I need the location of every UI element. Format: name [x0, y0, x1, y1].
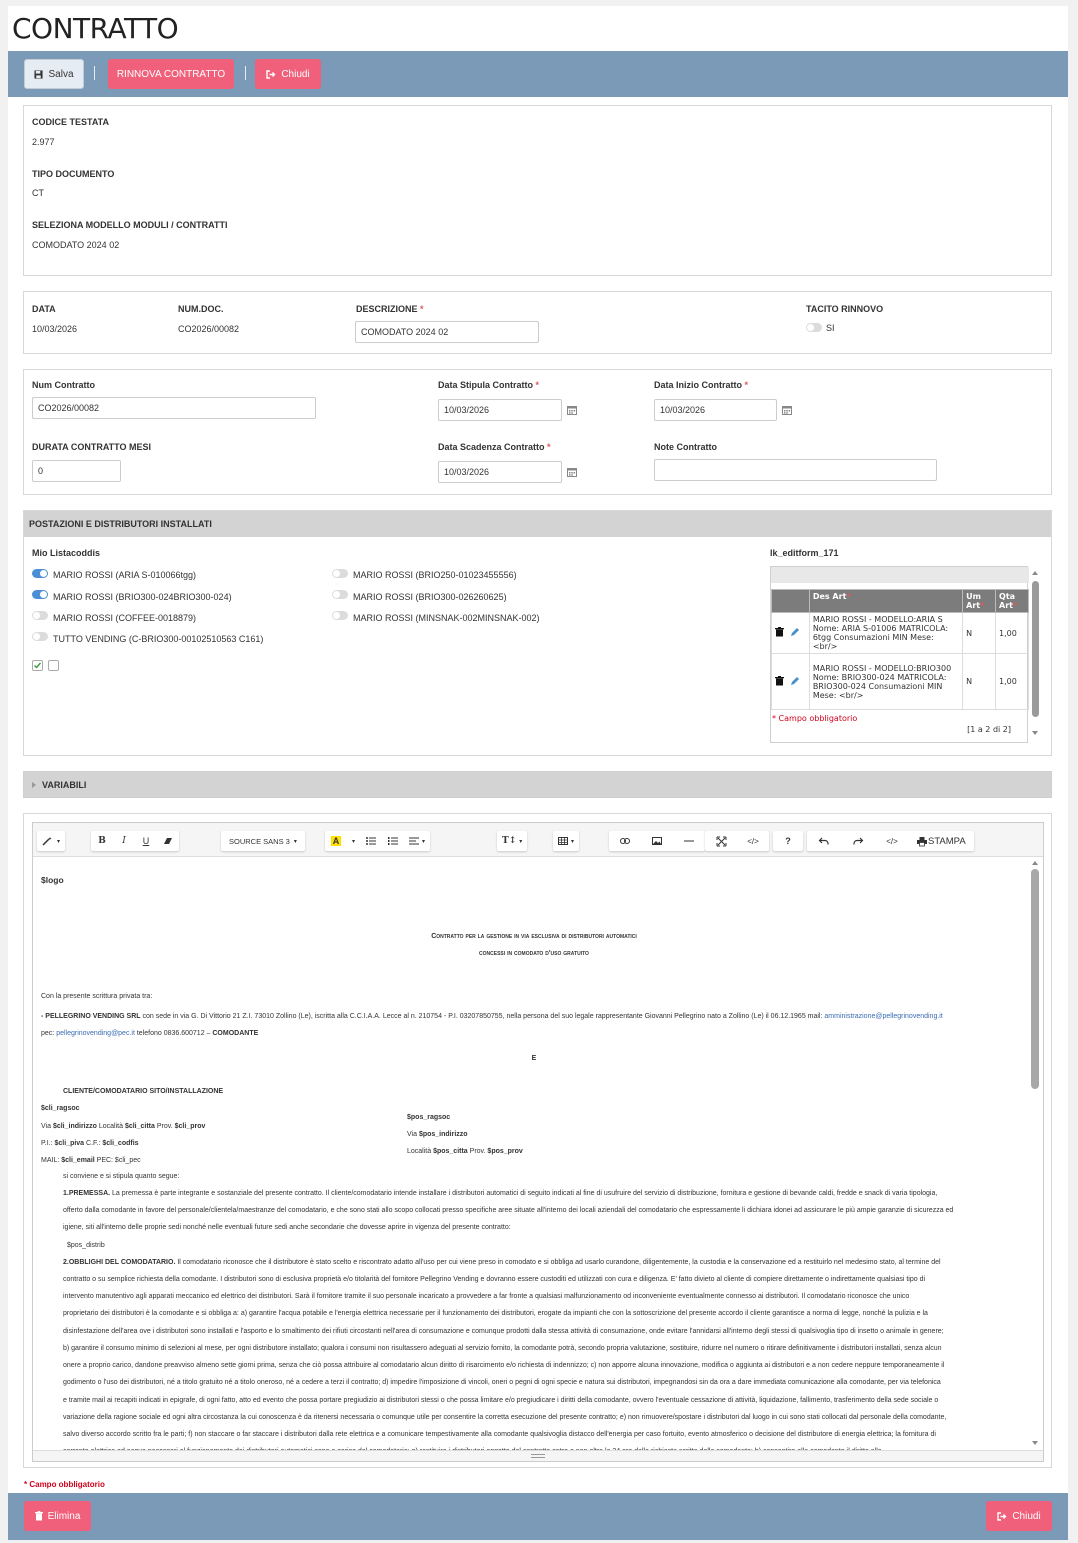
- scroll-thumb[interactable]: [1032, 581, 1039, 717]
- grid-caption-bar: [771, 567, 1029, 583]
- obblighi-line-4: proprietario dei distributori è la comodante e si obbliga a: a) garantire l'acqua potabile e l'energia elettrica necessarie per il funzionamento dei distributori, erogate da impianti che con la sottoscrizione del presente accordo il cliente garantisce a norma di legge, nonché la pulizia e la: [63, 1310, 928, 1317]
- calendar-icon[interactable]: [567, 467, 577, 477]
- distributor-label: MARIO ROSSI (MINSNAK-002MINSNAK-002): [353, 613, 540, 623]
- renew-label: RINNOVA CONTRATTO: [116, 68, 226, 80]
- dropdown-caret-icon: ▾: [519, 837, 523, 845]
- row-des: MARIO ROSSI - MODELLO:ARIA S Nome: ARIA S-01006 MATRICOLA: 6tgg Consumazioni MIN Mese: <br/>: [809, 613, 962, 654]
- obblighi-line-3: intervento manutentivo agli apparati meccanico ed elettrico dei distributori. Sarà il fornitore tramite il suo personale incaricato a provvedere a far fronte a qualsiasi malfunzionamento od inconveniente eventualmente connesso ai distributori. Il comodatario riconosce che unico: [63, 1293, 910, 1300]
- font-size-dropdown[interactable]: [497, 831, 527, 851]
- data-scadenza-label-text: Data Scadenza Contratto: [438, 442, 545, 452]
- grid-scrollbar[interactable]: [1031, 569, 1040, 739]
- editor-toolbar: [33, 823, 1043, 857]
- postazioni-header: POSTAZIONI E DISTRIBUTORI INSTALLATI: [24, 511, 1051, 537]
- required-mark: *: [420, 304, 424, 314]
- row-des: MARIO ROSSI - MODELLO:BRIO300 Nome: BRIO300-024 MATRICOLA: BRIO300-024 Consumazioni MIN Mese: <br/>: [809, 654, 962, 710]
- pos-citta: $pos_citta: [433, 1148, 468, 1155]
- intro-text: Con la presente scrittura privata tra:: [41, 993, 153, 1000]
- party1-role: COMODANTE: [212, 1030, 259, 1037]
- dropdown-caret-icon: ▾: [352, 838, 356, 845]
- question-icon: ?: [785, 836, 791, 846]
- list-ol-icon: [388, 837, 398, 845]
- data-inizio-input[interactable]: 10/03/2026: [654, 399, 777, 421]
- num-contratto-input[interactable]: CO2026/00082: [32, 397, 316, 419]
- editor-scrollbar[interactable]: [1029, 859, 1041, 1449]
- html-button[interactable]: [875, 831, 909, 851]
- row-actions: [772, 613, 810, 654]
- code-icon: </>: [747, 836, 759, 846]
- obblighi-line-11: salvo diverso accordo scritto fra le parti; f) non staccare o far staccare i distributori dalla rete elettrica e a comunicare tempestivamente alla comodante qualsivoglia distacco dell'energia per caso fortuito, evento atmosferico o decisione del distributore di energia elettrica; la fornitura di: [63, 1431, 936, 1438]
- document-panel: [23, 291, 1052, 354]
- image-icon: [652, 837, 662, 845]
- row-qta: 1,00: [996, 613, 1029, 654]
- premessa-title: 1.PREMESSA.: [63, 1190, 111, 1197]
- editor-panel: [23, 813, 1052, 1468]
- tacito-rinnovo-option: SI: [826, 323, 835, 333]
- editor-resize-handle[interactable]: [33, 1450, 1043, 1461]
- select-all-checkbox[interactable]: [32, 660, 43, 671]
- row-qta: 1,00: [996, 654, 1029, 710]
- save-label: Salva: [48, 68, 74, 80]
- toolbar-group-format: [91, 831, 179, 851]
- grip-icon: [531, 1454, 545, 1455]
- page-title: CONTRATTO: [12, 12, 179, 45]
- italic-icon: I: [122, 836, 126, 846]
- dropdown-caret-icon: ▾: [422, 838, 426, 845]
- link-icon: [620, 838, 630, 844]
- obblighi-title: 2.OBBLIGHI DEL COMODATARIO.: [63, 1259, 176, 1266]
- dropdown-caret-icon: ▾: [57, 838, 61, 845]
- premessa-line-3: igiene, siti all'interno delle proprie sedi nonché nelle eventuali future sedi anche secondarie che dovesse aprire in vigenza del presente contratto:: [63, 1224, 511, 1231]
- note-label: Note Contratto: [654, 442, 717, 452]
- party1-mail[interactable]: amministrazione@pellegrinovending.it: [824, 1013, 943, 1020]
- row-um: N: [963, 654, 996, 710]
- toolbar-group-color-lists: [325, 831, 430, 851]
- scroll-up-icon[interactable]: [1032, 861, 1038, 865]
- list-ul-icon: [366, 837, 376, 845]
- required-mark: *: [846, 592, 851, 601]
- sign-out-icon: [266, 70, 276, 79]
- required-mark: *: [980, 601, 985, 610]
- postazioni-panel: [23, 510, 1052, 756]
- pos-ragsoc: $pos_ragsoc: [407, 1114, 451, 1121]
- logo-placeholder: $logo: [41, 875, 64, 885]
- rich-text-editor: [32, 822, 1044, 1462]
- pos-address-line: [407, 1126, 468, 1144]
- toolbar-group-insert: [609, 831, 705, 851]
- data-value: 10/03/2026: [32, 324, 78, 334]
- table-row[interactable]: [772, 654, 1029, 710]
- dropdown-caret-icon: ▾: [293, 838, 297, 845]
- cli-ragsoc: $cli_ragsoc: [41, 1105, 80, 1112]
- cli-via: Via: [41, 1123, 53, 1130]
- distributor-label: MARIO ROSSI (BRIO250-01023455556): [353, 570, 517, 580]
- underline-icon: U: [142, 836, 150, 846]
- scroll-thumb[interactable]: [1031, 869, 1039, 1089]
- obblighi-line-1: [63, 1254, 941, 1272]
- note-input[interactable]: [654, 459, 937, 481]
- expand-icon: [717, 837, 726, 846]
- toolbar-group-history: [807, 831, 974, 851]
- obblighi-text-1: Il comodatario riconosce che il distributore è stato scelto e riscontrato adatto all'uso per cui viene preso in comodato e si obbliga ad usarlo curandone, diligentemente, la custodia e la conservazione ed a restituirlo nel medesimo stato, al termine del: [175, 1259, 941, 1266]
- tacito-rinnovo-label: TACITO RINNOVO: [806, 304, 884, 314]
- align-icon: [409, 837, 419, 845]
- descrizione-label: [356, 304, 424, 314]
- cli-codfis: $cli_codfis: [102, 1140, 139, 1147]
- grid-header-des[interactable]: [809, 590, 962, 613]
- required-mark: *: [1013, 601, 1018, 610]
- color-dropdown-button[interactable]: [347, 831, 360, 851]
- code-view-button[interactable]: [737, 831, 769, 851]
- party1-name: - PELLEGRINO VENDING SRL: [41, 1013, 141, 1020]
- codice-testata-value: 2.977: [32, 137, 55, 147]
- cli-cf-label: C.F.:: [84, 1140, 103, 1147]
- required-mark: *: [535, 380, 540, 390]
- numdoc-value: CO2026/00082: [178, 324, 240, 334]
- pos-prov-label: Prov.: [467, 1148, 488, 1155]
- pec-label: pec:: [41, 1030, 57, 1037]
- cli-email: $cli_email: [61, 1157, 95, 1164]
- data-scadenza-input[interactable]: 10/03/2026: [438, 461, 562, 483]
- toolbar-group-view: [705, 831, 769, 851]
- obblighi-line-7: onere a proprio carico, dandone preavviso almeno sette giorni prima, senza che ciò possa attribuire al comodatario alcun diritto di risarcimento e/o richiesta di indennizzo; c) non apporre alcuna innovazione, modifica o aggiunta ai distributori e a non cedere neppure temporaneamente il: [63, 1362, 945, 1369]
- cli-indirizzo: $cli_indirizzo: [52, 1123, 97, 1130]
- undo-icon: [819, 837, 829, 845]
- cli-citta: $cli_citta: [124, 1123, 155, 1130]
- numdoc-label: NUM.DOC.: [178, 304, 224, 314]
- cli-prov: $cli_prov: [174, 1123, 206, 1130]
- pencil-icon[interactable]: [790, 676, 800, 686]
- fullscreen-button[interactable]: [705, 831, 737, 851]
- distributor-toggle[interactable]: [32, 611, 48, 620]
- required-mark: *: [547, 442, 551, 452]
- header-panel: [23, 105, 1052, 276]
- link-button[interactable]: [609, 831, 641, 851]
- close-label: Chiudi: [281, 68, 310, 80]
- client-title: CLIENTE/COMODATARIO SITO/INSTALLAZIONE: [63, 1088, 224, 1095]
- grip-icon: [531, 1457, 545, 1458]
- cli-mail-label: MAIL:: [41, 1157, 62, 1164]
- pos-via: Via: [407, 1131, 419, 1138]
- font-family-label: SOURCE SANS 3: [229, 836, 290, 846]
- obblighi-line-6: b) garantire il consumo minimo di selezioni al mese, per ogni distributore installato; qualora i consumi non risultassero adeguati al servizio fornito, la comodante potrà, secondo propria valutazione, sostituire, ridurre nel numero o ritirare definitivamente i distributori installati, senza alcun: [63, 1345, 942, 1352]
- obblighi-line-9: e tramite mail ai recapiti indicati in epigrafe, di ogni fatto, atto ed evento che possa portare pregiudizio ai distributori stessi o che possa limitare e/o pregiudicare i diritti della comodante, ovvero l'eventuale cessazione di attività, liquidazione, fallimento, trasferimento della sede sociale o: [63, 1397, 939, 1404]
- premessa-text-1: La premessa è parte integrante e sostanziale del presente contratto. Il cliente/comodatario intende installare i distributori automatici di seguito indicati al fine di usufruire del servizio di distribuzione, fornitura e gestione di bevande caldi, fredde e snack di varia tipologia,: [110, 1190, 938, 1197]
- agree-text: si conviene e si stipula quanto segue:: [63, 1173, 180, 1180]
- save-button[interactable]: [24, 59, 84, 89]
- grid-header-qta-text: Qta Art: [999, 592, 1016, 610]
- print-icon: [917, 837, 927, 846]
- grid-header-qta[interactable]: [996, 590, 1029, 613]
- code-icon: </>: [886, 836, 898, 846]
- descrizione-input[interactable]: COMODATO 2024 02: [355, 321, 539, 343]
- trash-icon: [35, 1511, 43, 1521]
- grid-required-note: * Campo obbligatorio: [772, 714, 858, 723]
- unordered-list-button[interactable]: [360, 831, 382, 851]
- variabili-title: VARIABILI: [42, 779, 87, 790]
- close-button-bottom[interactable]: [986, 1501, 1052, 1531]
- magic-wand-button[interactable]: [37, 831, 65, 851]
- grid-table: [771, 589, 1029, 710]
- data-inizio-label-text: Data Inizio Contratto: [654, 380, 742, 390]
- obblighi-line-5: disinfestazione dell'area ove i distributori sono installati e l'asporto e lo smaltimento dei rifiuti circostanti nell'area di consumazione e comunque prodotti dalla stessa attività di consumazione, onde evitare l'annidarsi all'interno degli stessi di qualsivoglia tipo di insetto o animale in genere;: [63, 1328, 944, 1335]
- close-button[interactable]: [255, 59, 321, 89]
- ordered-list-button[interactable]: [382, 831, 404, 851]
- variabili-header[interactable]: [23, 771, 1052, 798]
- contract-panel: [23, 369, 1052, 495]
- required-mark: *: [744, 380, 749, 390]
- grid-actions-header: [772, 590, 810, 613]
- highlight-icon: A: [332, 836, 340, 846]
- toolbar-separator: [245, 66, 246, 80]
- premessa-line-2: offerto dalla comodante in favore del personale/clientela/maestranze del comodatario, e che sono stati allo scopo collocati presso specifiche aree situate all'interno dei locali aziendali del comodatario che espressamente li dichiara idonei ad assicurare le più ampie garanzie di sicurezza ed: [63, 1207, 954, 1214]
- pos-prov: $pos_prov: [487, 1148, 523, 1155]
- cli-pi-label: P.I.:: [41, 1140, 55, 1147]
- cli-prov-label: Prov.: [154, 1123, 175, 1130]
- underline-button[interactable]: [135, 831, 157, 851]
- redo-button[interactable]: [841, 831, 875, 851]
- obblighi-line-8: godimento o l'uso dei distributori, né a titolo gratuito né a titolo oneroso, né a cedere a terzi il contratto; d) impedire l'imposizione di vincoli, oneri o pegni di ogni specie e natura sui distributori, impegnandosi sin da ora a dare immediata comunicazione alla comodante, per via telefonica: [63, 1379, 941, 1386]
- trash-icon[interactable]: [775, 676, 784, 686]
- party1-text: con sede in via G. Di Vittorio 21 Z.I. 73010 Zollino (Le), iscritta alla C.C.I.A.A. Lecce al n. 210754 - P.I. 03207850755, nella persona del suo legale rappresentante Giovanni Pellegrino nato a Zollino (Le) il 06.12.1965 mail:: [140, 1013, 825, 1020]
- editform-title: lk_editform_171: [770, 548, 839, 558]
- deselect-all-checkbox[interactable]: [48, 660, 59, 671]
- horizontal-rule-button[interactable]: [673, 831, 705, 851]
- data-inizio-label: [654, 380, 748, 390]
- contract-page: [8, 6, 1068, 1540]
- eraser-icon: [164, 837, 173, 845]
- print-button[interactable]: [909, 831, 974, 851]
- delete-label: Elimina: [47, 1510, 81, 1522]
- premessa-line-1: [63, 1185, 937, 1203]
- distributor-label: MARIO ROSSI (BRIO300-024BRIO300-024): [53, 592, 232, 602]
- distributor-toggle[interactable]: [32, 590, 48, 599]
- data-label: DATA: [32, 304, 56, 314]
- top-toolbar: [8, 51, 1068, 97]
- align-button[interactable]: [404, 831, 430, 851]
- durata-input[interactable]: 0: [32, 460, 121, 482]
- editor-content[interactable]: [41, 867, 1027, 1447]
- magic-wand-icon: [42, 836, 54, 846]
- pos-localita: Località: [407, 1148, 434, 1155]
- data-stipula-label-text: Data Stipula Contratto: [438, 380, 534, 390]
- row-um: N: [963, 613, 996, 654]
- italic-button[interactable]: [113, 831, 135, 851]
- tipo-documento-label: TIPO DOCUMENTO: [32, 169, 115, 179]
- cli-pec: PEC: $cli_pec: [94, 1157, 141, 1164]
- delete-button[interactable]: [24, 1501, 91, 1531]
- print-label: STAMPA: [928, 835, 966, 847]
- check-icon: [33, 661, 42, 670]
- distributor-toggle[interactable]: [32, 632, 48, 641]
- tacito-rinnovo-toggle[interactable]: [806, 323, 822, 332]
- required-note: * Campo obbligatorio: [24, 1480, 105, 1489]
- distributor-toggle[interactable]: [332, 569, 348, 578]
- distributor-toggle[interactable]: [32, 569, 48, 578]
- bottom-toolbar: [8, 1493, 1068, 1540]
- caret-right-icon: [32, 782, 36, 788]
- row-actions: [772, 654, 810, 710]
- toolbar-group-magic: [37, 831, 65, 851]
- data-stipula-input[interactable]: 10/03/2026: [438, 399, 562, 421]
- dropdown-caret-icon: ▾: [571, 838, 575, 845]
- scroll-down-icon[interactable]: [1032, 1441, 1038, 1445]
- party1-line: [41, 1008, 943, 1026]
- cli-localita: Località: [96, 1123, 125, 1130]
- listacoddis-label: Mio Listacoddis: [32, 548, 101, 558]
- distributor-label: MARIO ROSSI (BRIO300-026260625): [353, 592, 507, 602]
- party1-pec[interactable]: pellegrinovending@pec.it: [56, 1030, 135, 1037]
- cli-piva: $cli_piva: [54, 1140, 85, 1147]
- trash-icon[interactable]: [775, 627, 784, 637]
- contract-title-2: concessi in comodato d'uso gratuito: [479, 950, 589, 957]
- and-separator: E: [531, 1055, 537, 1062]
- undo-button[interactable]: [807, 831, 841, 851]
- obblighi-line-2: contratto o su semplice richiesta della comodante. I distributori sono di esclusiva proprietà e/o titolarità del fornitore Pellegrino Vending e dovranno essere custoditi ed utilizzati con cura e diligenza. E' fatto divieto al cliente di compiere direttamente o indirettamente qualsiasi tipo di: [63, 1276, 926, 1283]
- contract-title-1: Contratto per la gestione in via esclusiva di distributori automatici: [431, 933, 637, 940]
- calendar-icon[interactable]: [567, 405, 577, 415]
- grid-header-um[interactable]: [963, 590, 996, 613]
- pos-city-line: [407, 1143, 523, 1161]
- floppy-icon: [34, 70, 43, 79]
- descrizione-label-text: DESCRIZIONE: [356, 304, 418, 314]
- help-button[interactable]: [773, 831, 803, 851]
- party1-pec-line: [41, 1025, 258, 1043]
- durata-label: DURATA CONTRATTO MESI: [32, 442, 151, 452]
- table-button[interactable]: [553, 831, 579, 851]
- grid-header-um-text: Um Art: [966, 592, 981, 610]
- party1-tel: telefono 0836.600712 –: [134, 1030, 213, 1037]
- cli-fiscal-line: [41, 1135, 139, 1153]
- grid-header-des-text: Des Art: [812, 592, 847, 601]
- renew-contract-button[interactable]: [108, 59, 234, 89]
- bold-button[interactable]: [91, 831, 113, 851]
- text-height-button[interactable]: [497, 831, 527, 851]
- cli-address-line: [41, 1118, 205, 1136]
- calendar-icon[interactable]: [782, 405, 792, 415]
- num-contratto-label: Num Contratto: [32, 380, 95, 390]
- grid-header-row: [772, 590, 1029, 613]
- distributor-toggle[interactable]: [332, 611, 348, 620]
- toolbar-separator: [94, 66, 95, 80]
- image-button[interactable]: [641, 831, 673, 851]
- cli-mail-line: [41, 1152, 141, 1170]
- distributor-label: MARIO ROSSI (COFFEE-0018879): [53, 613, 197, 623]
- font-family-dropdown[interactable]: [221, 831, 305, 851]
- help-group: [773, 831, 803, 851]
- table-row[interactable]: [772, 613, 1029, 654]
- table-icon: [558, 837, 568, 845]
- obblighi-line-10: variazione della ragione sociale ed ogni altra circostanza la cui conoscenza è da ritenersi necessaria o comunque utile per consentire la corretta esecuzione del presente contratto; e) non rimuovere/spostare i distributori dal luogo in cui sono stati collocati dal personale della comodante,: [63, 1414, 947, 1421]
- minus-icon: [684, 840, 694, 842]
- text-color-button[interactable]: [325, 831, 347, 851]
- distributor-label: MARIO ROSSI (ARIA S-010066tgg): [53, 570, 197, 580]
- redo-icon: [853, 837, 863, 845]
- pencil-icon[interactable]: [790, 627, 800, 637]
- table-dropdown[interactable]: [553, 831, 579, 851]
- data-scadenza-label: [438, 442, 551, 452]
- scroll-down-icon[interactable]: [1032, 731, 1038, 735]
- tipo-documento-value: CT: [32, 188, 44, 198]
- data-stipula-label: [438, 380, 539, 390]
- pos-distrib: $pos_distrib: [67, 1242, 105, 1249]
- grid-pager: [1 a 2 di 2]: [967, 725, 1011, 734]
- modello-value: COMODATO 2024 02: [32, 240, 120, 250]
- codice-testata-label: CODICE TESTATA: [32, 117, 109, 127]
- eraser-button[interactable]: [157, 831, 179, 851]
- articles-grid: [770, 566, 1028, 743]
- pos-indirizzo: $pos_indirizzo: [418, 1131, 468, 1138]
- text-height-icon: T↕: [502, 836, 517, 846]
- bold-icon: B: [98, 836, 106, 846]
- distributor-toggle[interactable]: [332, 590, 348, 599]
- scroll-up-icon[interactable]: [1032, 571, 1038, 575]
- close-label: Chiudi: [1012, 1510, 1041, 1522]
- sign-out-icon: [997, 1512, 1007, 1521]
- distributor-label: TUTTO VENDING (C-BRIO300-00102510563 C161): [53, 634, 264, 644]
- modello-label: SELEZIONA MODELLO MODULI / CONTRATTI: [32, 220, 228, 230]
